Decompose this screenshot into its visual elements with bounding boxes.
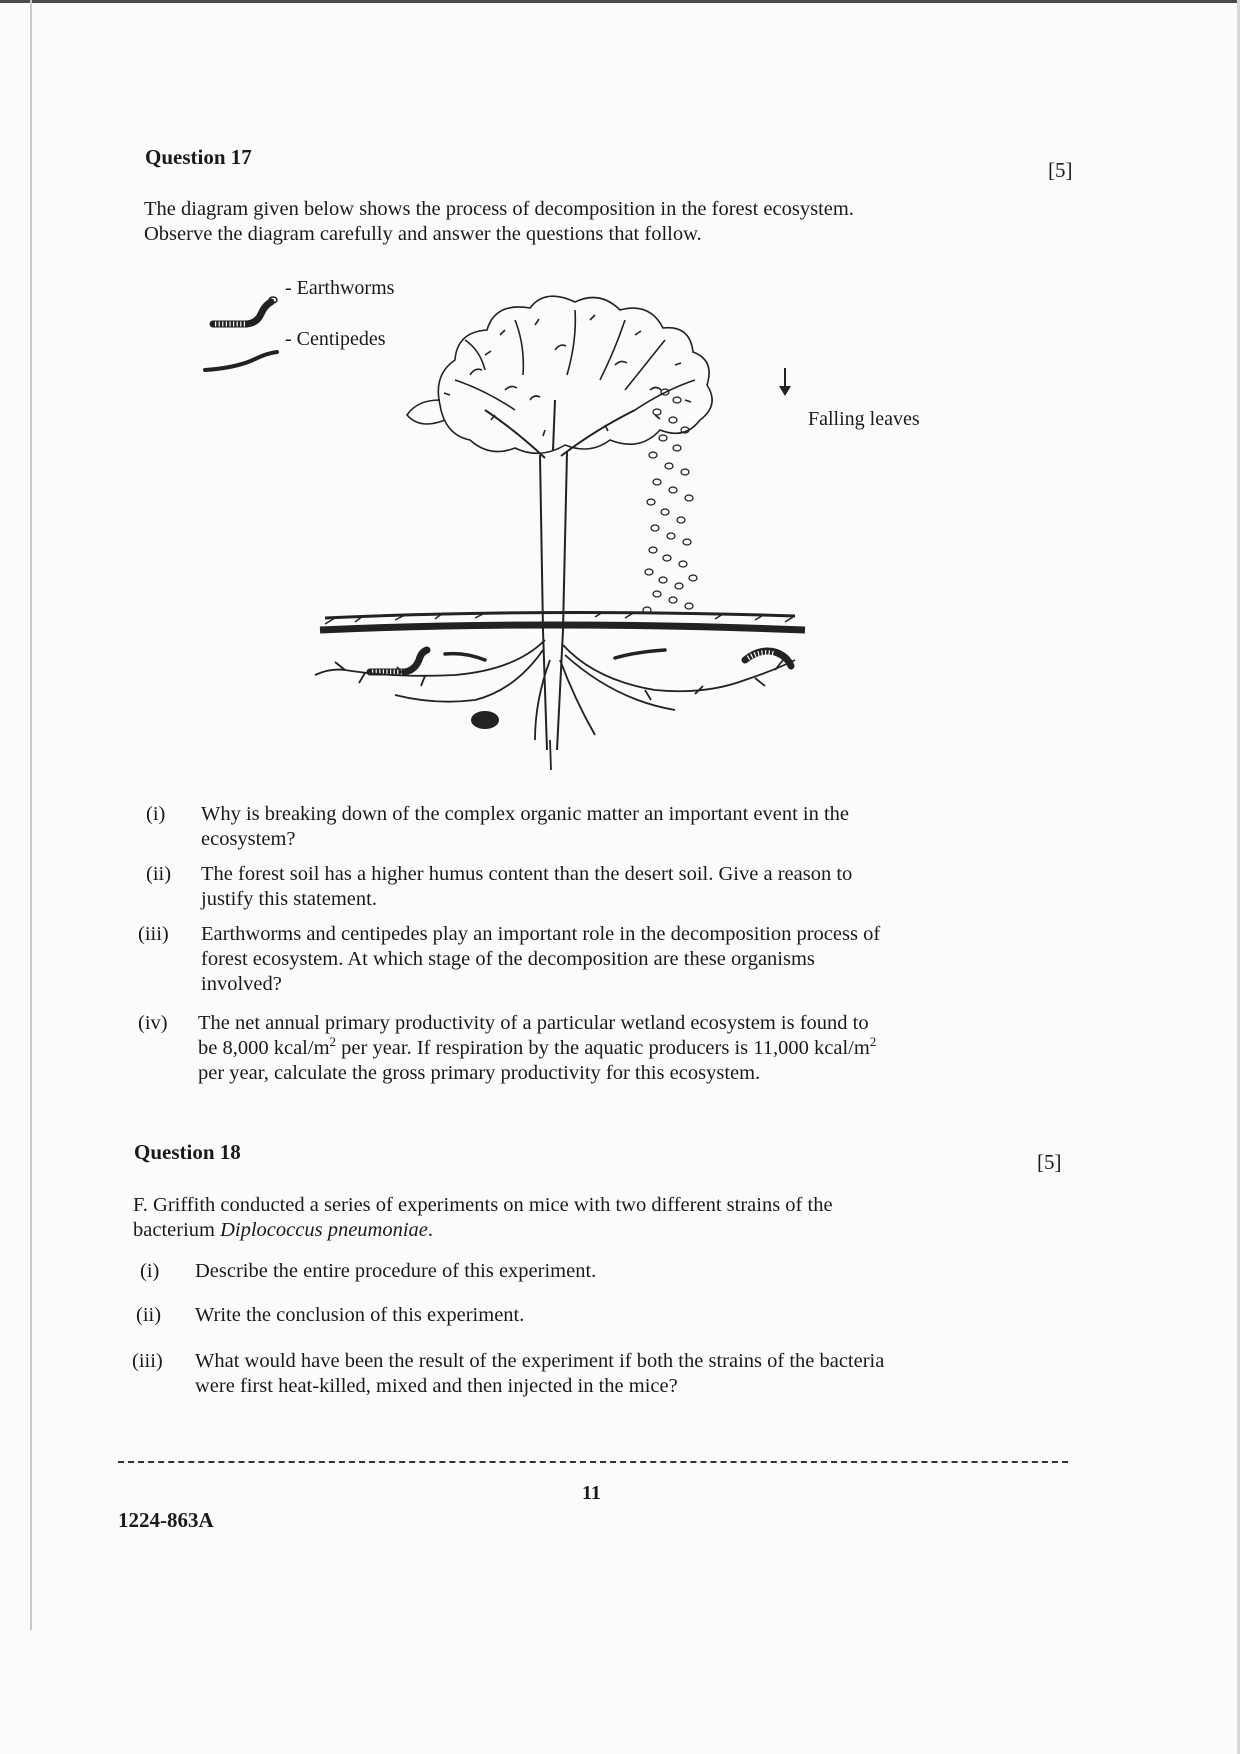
q17-item-line: Why is breaking down of the complex organic matter an important event in the (201, 803, 850, 825)
q17-item-number: (iii) (138, 923, 169, 945)
soil-stone (471, 711, 499, 729)
q17-item-line-with-units: be 8,000 kcal/$m^2$ per year. If respiration by the aquatic producers is 11,000 kcal/$m^2$ (198, 1034, 877, 1059)
q17-item-line: involved? (201, 973, 282, 995)
question-17-title: Question 17 (145, 145, 252, 169)
question-17-intro-line-1: The diagram given below shows the process of decomposition in the forest ecosystem. (144, 198, 854, 220)
q18-item-number: (iii) (132, 1350, 163, 1372)
legend-earthworms-label: - Earthworms (285, 277, 395, 299)
centipede-in-soil (445, 650, 665, 660)
page-number: 11 (582, 1482, 601, 1504)
legend-centipedes-label: - Centipedes (285, 328, 386, 350)
question-18-title: Question 18 (134, 1140, 241, 1164)
centipede-legend-icon (205, 352, 277, 370)
paper-code: 1224-863A (118, 1508, 214, 1532)
q18-item-line: Write the conclusion of this experiment. (195, 1304, 525, 1326)
q18-item-line: were first heat-killed, mixed and then injected in the mice? (195, 1375, 678, 1397)
scan-edge-top (0, 0, 1240, 3)
earthworm-in-soil-right (745, 651, 791, 666)
question-18-intro-line-2: bacterium Diplococcus pneumoniae. (133, 1219, 434, 1241)
decomposition-diagram (195, 277, 955, 780)
question-17-intro (144, 197, 854, 247)
q17-item-number: (ii) (146, 863, 172, 885)
tree-roots (315, 640, 795, 770)
q17-item-line: forest ecosystem. At which stage of the decomposition are these organisms (201, 948, 815, 970)
question-17-intro-line-2: Observe the diagram carefully and answer the questions that follow. (144, 223, 702, 245)
question-17-marks: [5] (1048, 158, 1073, 182)
q17-item-line: justify this statement. (201, 888, 377, 910)
q17-item-line: The net annual primary productivity of a particular wetland ecosystem is found to (198, 1012, 869, 1034)
q18-item-line: What would have been the result of the experiment if both the strains of the bacteria (195, 1350, 885, 1372)
falling-leaves (643, 389, 697, 613)
q18-item-number: (ii) (136, 1304, 162, 1326)
q18-item-line: Describe the entire procedure of this experiment. (195, 1260, 597, 1282)
question-18-marks: [5] (1037, 1150, 1062, 1174)
scan-edge-left (30, 0, 32, 1630)
q17-item-line: per year, calculate the gross primary productivity for this ecosystem. (198, 1062, 761, 1084)
falling-arrow-icon (779, 368, 791, 396)
question-18-intro (133, 1193, 833, 1243)
falling-leaves-label: Falling leaves (808, 408, 920, 430)
tree-crown (407, 296, 712, 453)
forest-decomposition-illustration (195, 280, 955, 780)
q17-item-number: (i) (146, 803, 166, 825)
earthworm-legend-icon (213, 297, 277, 324)
q18-item-number: (i) (140, 1260, 160, 1282)
q17-item-line: Earthworms and centipedes play an important role in the decomposition process of (201, 923, 881, 945)
bacterium-name: Diplococcus pneumoniae (220, 1219, 428, 1241)
q17-item-line: ecosystem? (201, 828, 296, 850)
q17-item-line: The forest soil has a higher humus content than the desert soil. Give a reason to (201, 863, 853, 885)
question-18-intro-line-1: F. Griffith conducted a series of experiments on mice with two different strains of the (133, 1194, 833, 1216)
q17-item-number: (iv) (138, 1012, 168, 1034)
footer-divider (118, 1461, 1068, 1463)
tree-trunk (485, 400, 635, 750)
